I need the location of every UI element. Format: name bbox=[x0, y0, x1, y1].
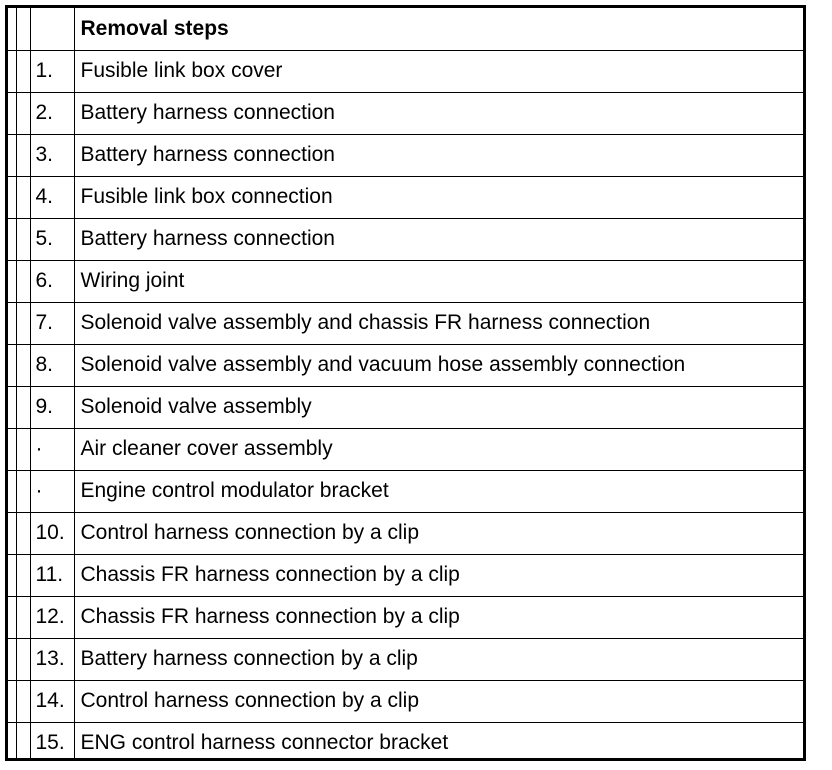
step-number: 15. bbox=[30, 722, 74, 761]
step-number: 1. bbox=[30, 50, 74, 92]
step-number: · bbox=[30, 428, 74, 470]
table-row bbox=[8, 512, 803, 554]
margin-cell-inner bbox=[16, 8, 30, 50]
margin-cell-outer bbox=[8, 176, 16, 218]
removal-steps-body bbox=[8, 8, 803, 761]
removal-steps-table-frame bbox=[5, 5, 806, 761]
table-row bbox=[8, 470, 803, 512]
margin-cell-inner bbox=[16, 470, 30, 512]
table-row bbox=[8, 218, 803, 260]
margin-cell-outer bbox=[8, 638, 16, 680]
margin-cell-outer bbox=[8, 386, 16, 428]
step-description: Fusible link box connection bbox=[74, 176, 803, 218]
margin-cell-outer bbox=[8, 722, 16, 761]
margin-cell-outer bbox=[8, 8, 16, 50]
margin-cell-outer bbox=[8, 680, 16, 722]
step-number: 11. bbox=[30, 554, 74, 596]
table-row bbox=[8, 50, 803, 92]
step-description: Solenoid valve assembly and chassis FR harness connection bbox=[74, 302, 803, 344]
step-description: Engine control modulator bracket bbox=[74, 470, 803, 512]
margin-cell-inner bbox=[16, 638, 30, 680]
removal-steps-table bbox=[8, 8, 803, 761]
margin-cell-inner bbox=[16, 344, 30, 386]
table-header-row bbox=[8, 8, 803, 50]
step-description: ENG control harness connector bracket bbox=[74, 722, 803, 761]
step-number: 8. bbox=[30, 344, 74, 386]
step-number: 6. bbox=[30, 260, 74, 302]
margin-cell-outer bbox=[8, 512, 16, 554]
table-row bbox=[8, 260, 803, 302]
step-number: 2. bbox=[30, 92, 74, 134]
margin-cell-outer bbox=[8, 260, 16, 302]
step-number: · bbox=[30, 470, 74, 512]
margin-cell-inner bbox=[16, 134, 30, 176]
step-description: Battery harness connection by a clip bbox=[74, 638, 803, 680]
margin-cell-outer bbox=[8, 470, 16, 512]
margin-cell-inner bbox=[16, 176, 30, 218]
table-row bbox=[8, 386, 803, 428]
step-number: 7. bbox=[30, 302, 74, 344]
margin-cell-outer bbox=[8, 218, 16, 260]
table-row bbox=[8, 680, 803, 722]
table-row bbox=[8, 596, 803, 638]
step-description: Solenoid valve assembly and vacuum hose assembly connection bbox=[74, 344, 803, 386]
margin-cell-inner bbox=[16, 260, 30, 302]
margin-cell-inner bbox=[16, 92, 30, 134]
margin-cell-outer bbox=[8, 596, 16, 638]
table-title: Removal steps bbox=[74, 8, 803, 50]
margin-cell-inner bbox=[16, 554, 30, 596]
step-description: Control harness connection by a clip bbox=[74, 680, 803, 722]
table-row bbox=[8, 638, 803, 680]
step-description: Battery harness connection bbox=[74, 134, 803, 176]
margin-cell-outer bbox=[8, 344, 16, 386]
step-number: 9. bbox=[30, 386, 74, 428]
step-number: 3. bbox=[30, 134, 74, 176]
number-column-header bbox=[30, 8, 74, 50]
step-description: Chassis FR harness connection by a clip bbox=[74, 596, 803, 638]
margin-cell-inner bbox=[16, 428, 30, 470]
step-number: 10. bbox=[30, 512, 74, 554]
step-description: Battery harness connection bbox=[74, 92, 803, 134]
table-row bbox=[8, 92, 803, 134]
margin-cell-outer bbox=[8, 302, 16, 344]
table-row bbox=[8, 554, 803, 596]
step-number: 4. bbox=[30, 176, 74, 218]
step-number: 14. bbox=[30, 680, 74, 722]
margin-cell-outer bbox=[8, 50, 16, 92]
margin-cell-inner bbox=[16, 302, 30, 344]
margin-cell-outer bbox=[8, 134, 16, 176]
step-description: Battery harness connection bbox=[74, 218, 803, 260]
step-description: Air cleaner cover assembly bbox=[74, 428, 803, 470]
table-row bbox=[8, 134, 803, 176]
margin-cell-inner bbox=[16, 512, 30, 554]
step-description: Chassis FR harness connection by a clip bbox=[74, 554, 803, 596]
step-number: 12. bbox=[30, 596, 74, 638]
margin-cell-inner bbox=[16, 218, 30, 260]
table-row bbox=[8, 302, 803, 344]
table-row bbox=[8, 176, 803, 218]
margin-cell-outer bbox=[8, 554, 16, 596]
step-number: 5. bbox=[30, 218, 74, 260]
table-row bbox=[8, 722, 803, 761]
margin-cell-inner bbox=[16, 386, 30, 428]
margin-cell-inner bbox=[16, 596, 30, 638]
table-row bbox=[8, 344, 803, 386]
margin-cell-inner bbox=[16, 680, 30, 722]
step-description: Fusible link box cover bbox=[74, 50, 803, 92]
table-row bbox=[8, 428, 803, 470]
step-number: 13. bbox=[30, 638, 74, 680]
step-description: Wiring joint bbox=[74, 260, 803, 302]
step-description: Solenoid valve assembly bbox=[74, 386, 803, 428]
step-description: Control harness connection by a clip bbox=[74, 512, 803, 554]
margin-cell-inner bbox=[16, 722, 30, 761]
margin-cell-outer bbox=[8, 92, 16, 134]
margin-cell-outer bbox=[8, 428, 16, 470]
margin-cell-inner bbox=[16, 50, 30, 92]
